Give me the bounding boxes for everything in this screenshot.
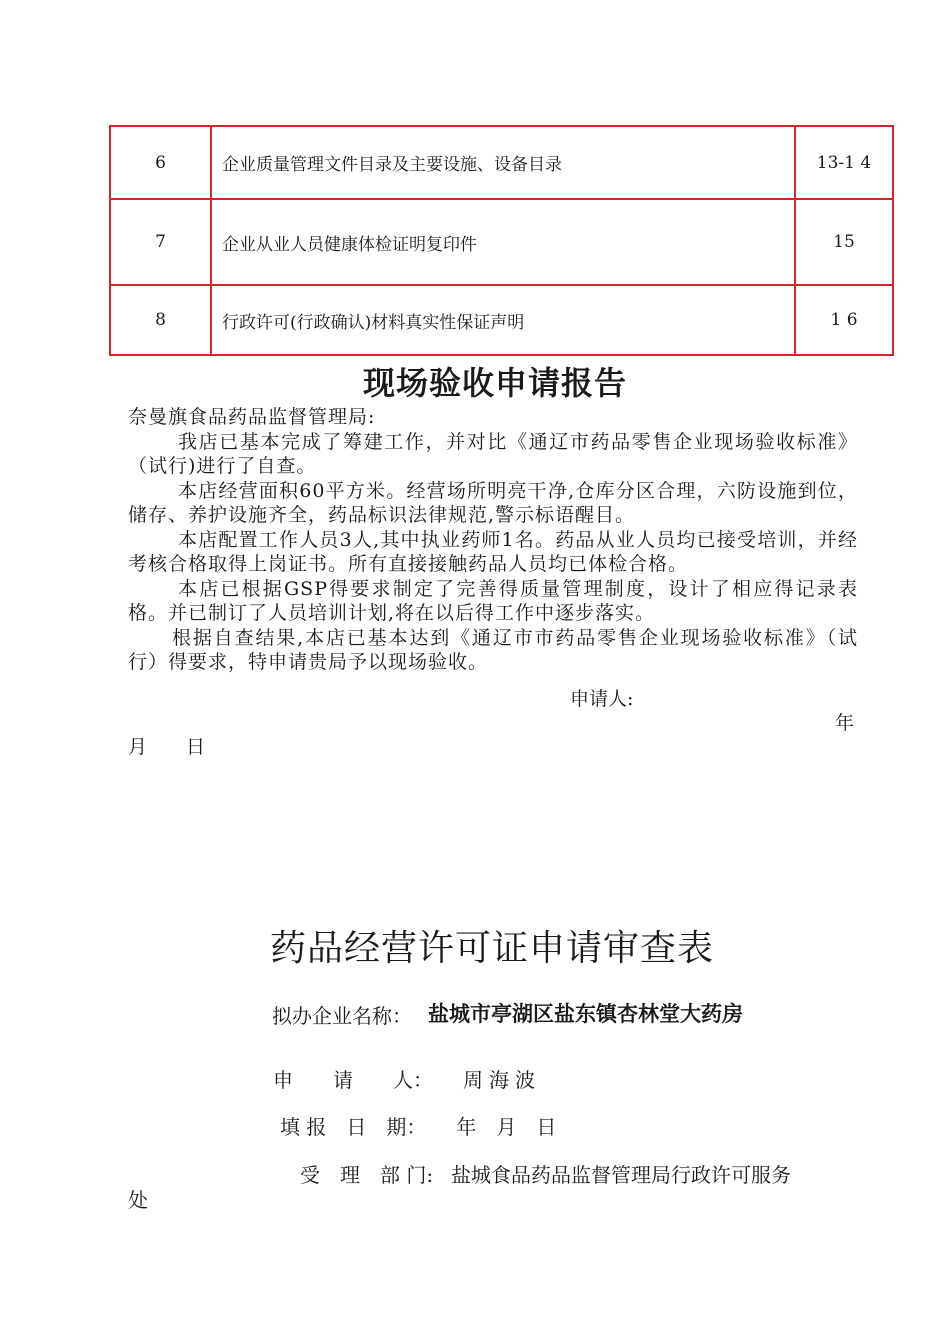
row-number: 7: [110, 199, 211, 285]
dept-value-wrap: 处: [128, 1188, 148, 1212]
row-page: 13-1 4: [795, 126, 893, 199]
form-applicant-label: 申 请 人：: [273, 1068, 433, 1092]
report-paragraph: 本店配置工作人员3人,其中执业药师1名。药品从业人员均已接受培训，并经考核合格取得上岗证书。所有直接接触药品人员均已体检合格。: [128, 528, 858, 575]
date-month: 月: [128, 736, 148, 758]
materials-table: [109, 125, 894, 356]
row-page: 1 6: [795, 285, 893, 355]
row-page: 15: [795, 199, 893, 285]
report-paragraph: 本店已根据GSP得要求制定了完善得质量管理制度，设计了相应得记录表格。并已制订了人员培训计划,将在以后得工作中逐步落实。: [128, 577, 858, 624]
dept-value: 盐城食品药品监督管理局行政许可服务: [451, 1163, 791, 1187]
date-year: 年: [835, 712, 855, 734]
form-applicant-name: 周海波: [463, 1068, 541, 1092]
table-row: [110, 126, 893, 199]
report-body: [128, 405, 858, 675]
date-day: 日: [186, 736, 206, 758]
row-description: 企业质量管理文件目录及主要设施、设备目录: [211, 126, 795, 199]
row-number: 6: [110, 126, 211, 199]
table-row: [110, 285, 893, 355]
row-description: 行政许可(行政确认)材料真实性保证声明: [211, 285, 795, 355]
salutation: 奈曼旗食品药品监督管理局:: [128, 406, 376, 428]
form-title: 药品经营许可证申请审查表: [269, 928, 714, 969]
report-title: 现场验收申请报告: [362, 364, 627, 402]
row-description: 企业从业人员健康体检证明复印件: [211, 199, 795, 285]
row-number: 8: [110, 285, 211, 355]
enterprise-label: 拟办企业名称：: [272, 1004, 412, 1028]
applicant-label: 申请人:: [570, 688, 634, 710]
report-paragraph: 根据自查结果,本店已基本达到《通辽市市药品零售企业现场验收标准》（试行）得要求，特申请贵局予以现场验收。: [128, 626, 858, 673]
fill-date-label: 填 报 日 期： 年 月 日: [280, 1115, 557, 1139]
enterprise-name: 盐城市亭湖区盐东镇杏林堂大药房: [428, 1001, 743, 1026]
report-paragraph: 本店经营面积60平方米。经营场所明亮干净,仓库分区合理，六防设施到位，储存、养护设施齐全，药品标识法律规范,警示标语醒目。: [128, 479, 858, 526]
dept-label: 受 理 部 门:: [300, 1163, 434, 1187]
report-paragraph: 我店已基本完成了筹建工作，并对比《通辽市药品零售企业现场验收标准》（试行)进行了自查。: [128, 430, 858, 477]
table-row: [110, 199, 893, 285]
